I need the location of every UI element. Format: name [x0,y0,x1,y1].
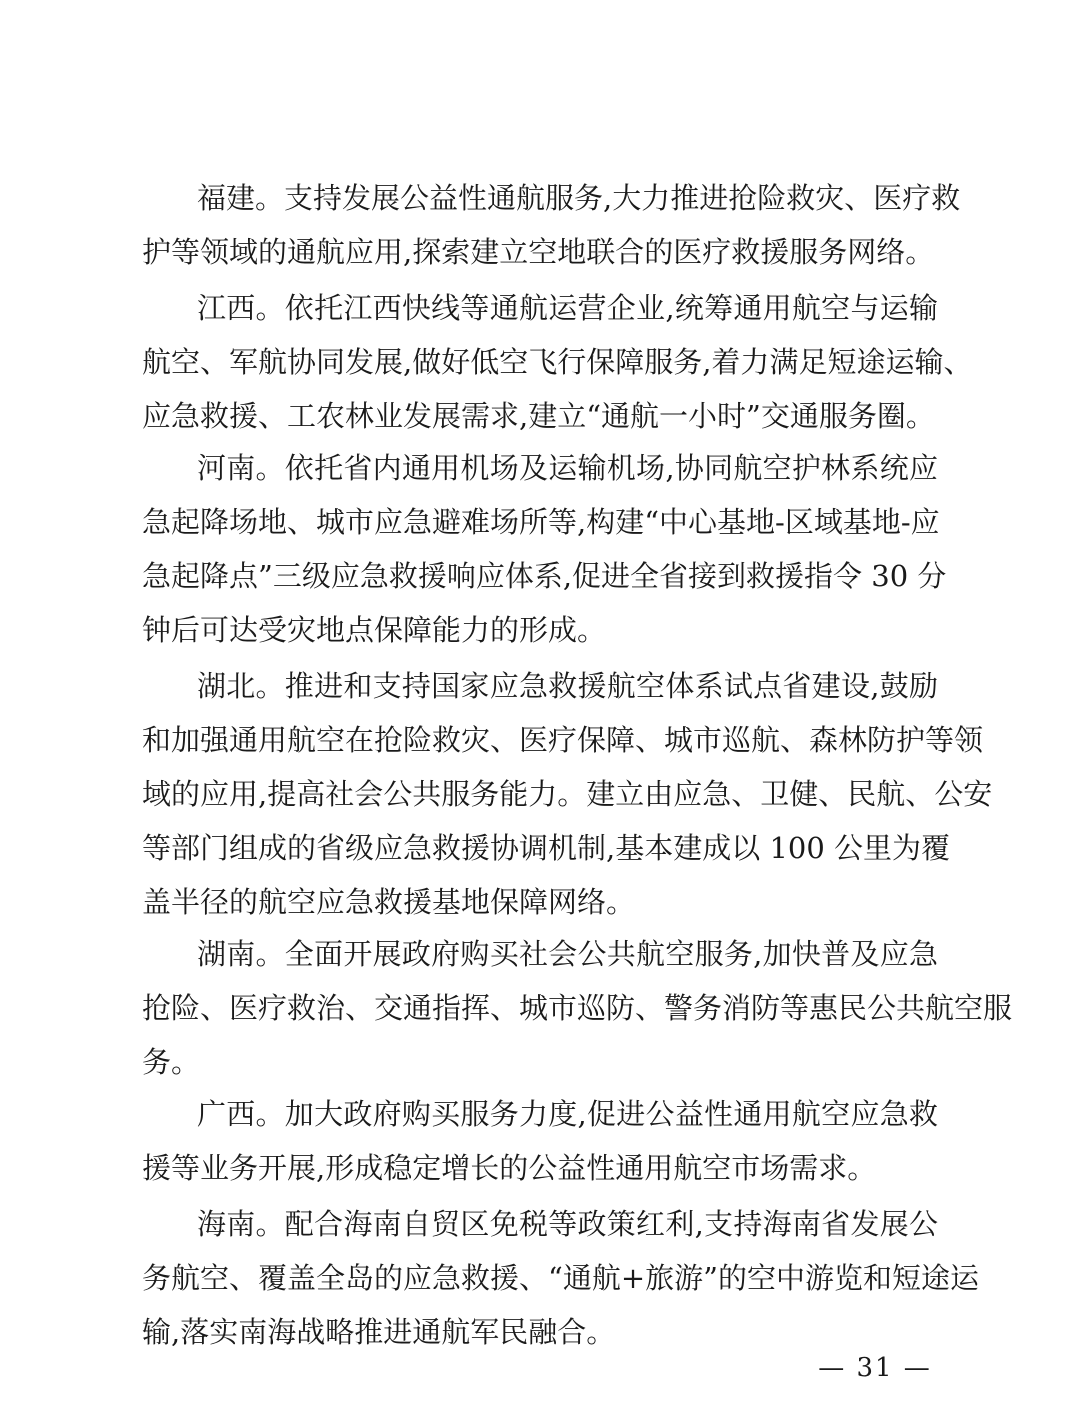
paragraph-line: 抢险、医疗救治、交通指挥、城市巡防、警务消防等惠民公共航空服 [142,991,1013,1025]
paragraph-line: 急起降点”三级应急救援响应体系,促进全省接到救援指令 30 分 [142,559,947,593]
paragraph-line: 海南。配合海南自贸区免税等政策红利,支持海南省发展公 [197,1207,938,1241]
paragraph-line: 急起降场地、城市应急避难场所等,构建“中心基地-区域基地-应 [142,505,940,539]
paragraph-line: 务航空、覆盖全岛的应急救援、“通航+旅游”的空中游览和短途运 [142,1261,979,1295]
page-number: — 31 — [818,1353,932,1383]
paragraph-line: 应急救援、工农林业发展需求,建立“通航一小时”交通服务圈。 [142,399,935,433]
paragraph-line: 盖半径的航空应急救援基地保障网络。 [142,885,636,919]
paragraph-line: 输,落实南海战略推进通航军民融合。 [142,1315,616,1349]
paragraph-line: 河南。依托省内通用机场及运输机场,协同航空护林系统应 [197,451,938,485]
paragraph-line: 钟后可达受灾地点保障能力的形成。 [142,613,607,647]
paragraph-line: 湖北。推进和支持国家应急救援航空体系试点省建设,鼓励 [197,669,938,703]
paragraph-line: 广西。加大政府购买服务力度,促进公益性通用航空应急救 [197,1097,938,1131]
paragraph-line: 湖南。全面开展政府购买社会公共航空服务,加快普及应急 [197,937,938,971]
paragraph-line: 务。 [142,1045,201,1079]
paragraph-line: 航空、军航协同发展,做好低空飞行保障服务,着力满足短途运输、 [142,345,973,379]
paragraph-line: 护等领域的通航应用,探索建立空地联合的医疗救援服务网络。 [142,235,935,269]
paragraph-line: 域的应用,提高社会公共服务能力。建立由应急、卫健、民航、公安 [142,777,993,811]
paragraph-line: 福建。支持发展公益性通航服务,大力推进抢险救灾、医疗救 [197,181,961,215]
paragraph-line: 援等业务开展,形成稳定增长的公益性通用航空市场需求。 [142,1151,877,1185]
paragraph-line: 等部门组成的省级应急救援协调机制,基本建成以 100 公里为覆 [142,831,951,865]
paragraph-line: 江西。依托江西快线等通航运营企业,统筹通用航空与运输 [197,291,938,325]
paragraph-line: 和加强通用航空在抢险救灾、医疗保障、城市巡航、森林防护等领 [142,723,984,757]
